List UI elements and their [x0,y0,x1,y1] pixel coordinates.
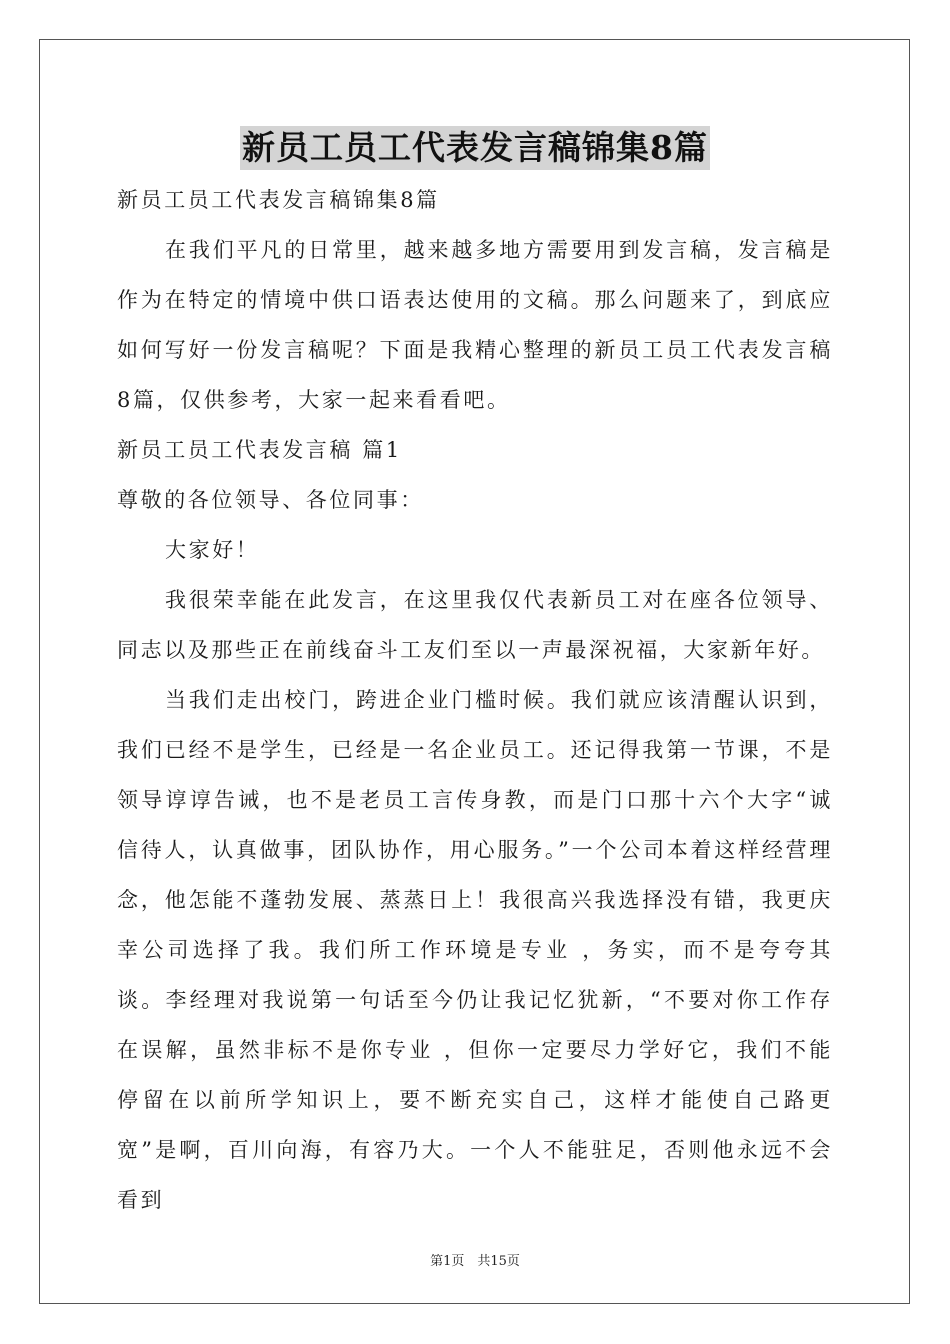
page-footer: 第1页 共15页 [430,1254,520,1269]
intro-paragraph: 在我们平凡的日常里，越来越多地方需要用到发言稿，发言稿是作为在特定的情境中供口语表达使用的文稿。那么问题来了，到底应如何写好一份发言稿呢？下面是我精心整理的新员工员工代表发言稿8篇，仅供参考，大家一起来看看吧。 [117,238,833,412]
section-heading: 新员工员工代表发言稿 篇1 [117,438,402,462]
body-paragraph: 我很荣幸能在此发言，在这里我仅代表新员工对在座各位领导、同志以及那些正在前线奋斗工友们至以一声最深祝福，大家新年好。 [117,588,833,662]
document-subtitle: 新员工员工代表发言稿锦集8篇 [117,188,440,212]
title-container [0,126,950,170]
salutation: 尊敬的各位领导、各位同事： [117,488,424,512]
document-body [117,175,833,1225]
body-paragraph: 当我们走出校门，跨进企业门槛时候。我们就应该清醒认识到，我们已经不是学生，已经是一名企业员工。还记得我第一节课，不是领导谆谆告诫，也不是老员工言传身教，而是门口那十六个大字“诚信待人，认真做事，团队协作，用心服务。”一个公司本着这样经营理念，他怎能不蓬勃发展、蒸蒸日上！我很高兴我选择没有错，我更庆幸公司选择了我。我们所工作环境是专业 ，务实，而不是夸夸其谈。李经理对我说第一句话至今仍让我记忆犹新，“不要对你工作存在误解，虽然非标不是你专业 ，但你一定要尽力学好它，我们不能停留在以前所学知识上，要不断充实自己，这样才能使自己路更宽”是啊，百川向海，有容乃大。一个人不能驻足，否则他永远不会看到 [117,688,833,1212]
document-title: 新员工员工代表发言稿锦集8篇 [240,126,710,170]
greeting: 大家好！ [165,538,260,562]
